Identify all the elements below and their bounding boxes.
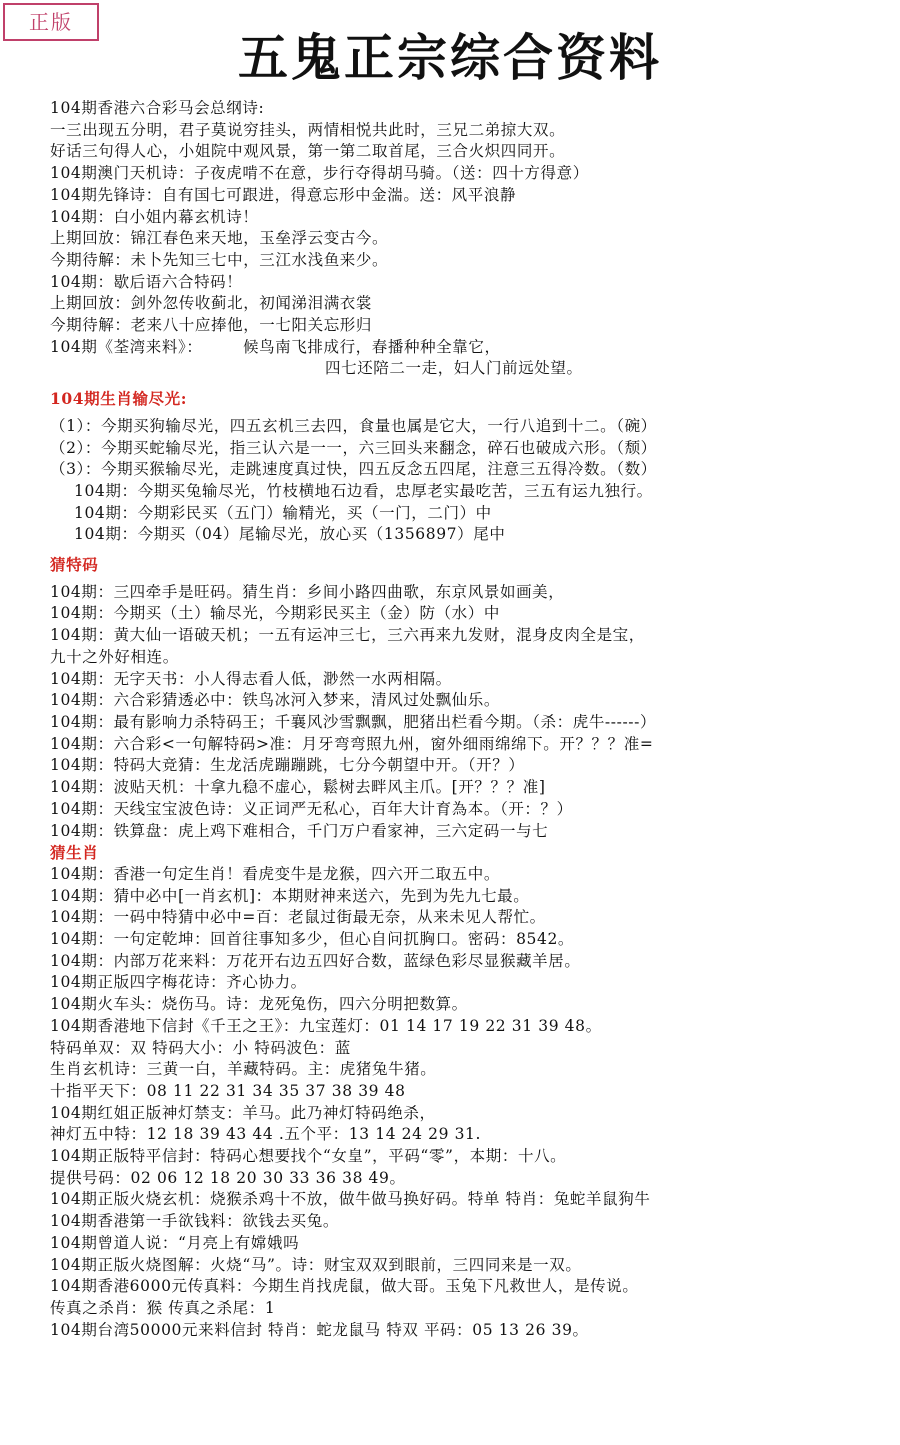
text-line: 104期：六合彩猜透必中：铁鸟冰河入梦来，清风过处飘仙乐。	[50, 691, 500, 710]
text-line: 104期：香港一句定生肖！看虎变牛是龙猴，四六开二取五中。	[50, 864, 500, 883]
poem-continuation-line: 四七还陪二一走，妇人门前远处望。	[325, 359, 583, 378]
text-line: 今期待解：未卜先知三七中，三江水浅鱼来少。	[50, 250, 389, 269]
zodiac-lose-list	[50, 416, 900, 481]
text-line: 特码单双：双 特码大小：小 特码波色：蓝	[50, 1038, 351, 1057]
text-line: 104期：猜中必中[一肖玄机]：本期财神来送六，先到为先九七最。	[50, 886, 530, 905]
text-line: 104期：天线宝宝波色诗：义正词严无私心，百年大计育為本。（开：？）	[50, 799, 573, 818]
text-line: 104期：波贴天机：十拿九稳不虚心，鬆树去畔风主爪。[开？？？准]	[50, 778, 546, 797]
text-line: 104期：六合彩<一句解特码>准：月牙弯弯照九州，窗外细雨绵绵下。开？？？准=	[50, 734, 654, 753]
text-line: 104期：今期买兔输尽光，竹枝横地石边看，忠厚老实最吃苦，三五有运九独行。	[74, 481, 653, 500]
text-line: 好话三句得人心，小姐院中观风景，第一第二取首尾，三合火炽四同开。	[50, 142, 566, 161]
text-line: 104期：歇后语六合特码！	[50, 272, 243, 291]
text-line: 十指平天下：08 11 22 31 34 35 37 38 39 48	[50, 1081, 406, 1100]
text-line: 104期先锋诗：自有国七可跟进，得意忘形中金湍。送：风平浪静	[50, 185, 517, 204]
text-line: 104期：黄大仙一语破天机；一五有运冲三七，三六再来九发财，混身皮肉全是宝，	[50, 626, 645, 645]
text-line: 104期正版特平信封：特码心想要找个“女皇”，平码“零”，本期：十八。	[50, 1147, 567, 1166]
text-line: 104期：特码大竞猜：生龙活虎蹦蹦跳，七分今朝望中开。（开？）	[50, 756, 525, 775]
text-line: 104期：一句定乾坤：回首往事知多少，但心自问扤胸口。密码：8542。	[50, 930, 575, 949]
text-line: 104期：今期买（土）输尽光，今期彩民买主（金）防（水）中	[50, 604, 500, 623]
text-line: 神灯五中特：12 18 39 43 44 .五个平：13 14 24 29 31.	[50, 1125, 482, 1144]
text-line: 104期正版四字梅花诗：齐心协力。	[50, 973, 307, 992]
page-title: 五鬼正宗综合资料	[238, 29, 662, 87]
text-line: 104期台湾50000元来料信封 特肖：蛇龙鼠马 特双 平码：05 13 26 39。	[50, 1320, 589, 1339]
text-line: 104期：三四牵手是旺码。猜生肖：乡间小路四曲歌，东京风景如画美，	[50, 582, 565, 601]
text-line: 104期曾道人说：“月亮上有嫦娥吗	[50, 1233, 300, 1252]
text-line: 传真之杀肖：猴 传真之杀尾：1	[50, 1298, 276, 1317]
text-line: 提供号码：02 06 12 18 20 30 33 36 38 49。	[50, 1168, 406, 1187]
text-line: 104期：一码中特猜中必中=百：老鼠过街最无奈，从来未见人帮忙。	[50, 908, 546, 927]
text-line: 104期：白小姐内幕玄机诗！	[50, 207, 259, 226]
section-heading-zodiac-lose: 104期生肖输尽光:	[50, 389, 188, 409]
section-heading-guess-zodiac: 猜生肖	[50, 843, 99, 863]
text-line: 104期火车头：烧伤马。诗：龙死兔伤，四六分明把数算。	[50, 995, 468, 1014]
text-line: 上期回放：锦江春色来天地，玉垒浮云变古今。	[50, 229, 389, 248]
text-line: 104期：今期买（04）尾输尽光，放心买（1356897）尾中	[74, 525, 506, 544]
text-line: 104期：最有影响力杀特码王；千襄风沙雪飘飘，肥猪出栏看今期。（杀：虎牛------）	[50, 712, 657, 731]
text-line: （3）：今期买猴输尽光，走跳速度真过快，四五反念五四尾，注意三五得冷数。（数）	[50, 460, 657, 479]
text-line: 一三出现五分明，君子莫说穷挂头，两情相悦共此时，三兄二弟掠大双。	[50, 120, 566, 139]
text-line: 104期香港地下信封《千王之王》：九宝莲灯：01 14 17 19 22 31 39 48。	[50, 1016, 602, 1035]
text-line: 104期：今期彩民买（五门）输精光，买（一门，二门）中	[74, 503, 492, 522]
section-heading-guess-special: 猜特码	[50, 555, 99, 575]
text-line: 104期红姐正版神灯禁支：羊马。此乃神灯特码绝杀，	[50, 1103, 436, 1122]
text-line: （2）：今期买蛇输尽光，指三认六是一一，六三回头来翻念，碎石也破成六形。（颓）	[50, 438, 657, 457]
text-line: 生肖玄机诗：三黄一白，羊藏特码。主：虎猪兔牛猪。	[50, 1060, 437, 1079]
text-line: 104期香港第一手欲钱料：欲钱去买兔。	[50, 1212, 339, 1231]
text-line: 104期香港6000元传真料：今期生肖找虎鼠，做大哥。玉兔下凡救世人，是传说。	[50, 1277, 639, 1296]
text-line: 104期香港六合彩马会总纲诗:	[50, 99, 265, 117]
text-line: 今期待解：老来八十应捧他，一七阳关忘形归	[50, 316, 373, 335]
text-line: 104期澳门天机诗：子夜虎啃不在意，步行夺得胡马骑。（送：四十方得意）	[50, 164, 589, 183]
edition-badge: 正版	[3, 3, 99, 41]
general-poems-section	[50, 98, 900, 358]
text-line: （1）：今期买狗输尽光，四五玄机三去四，食量也属是它大，一行八追到十二。（碗）	[50, 416, 657, 435]
text-line: 上期回放：剑外忽传收蓟北，初闻涕泪满衣裳	[50, 294, 373, 313]
text-line: 104期正版火烧图解：火烧“马”。诗：财宝双双到眼前，三四同来是一双。	[50, 1255, 582, 1274]
text-line: 104期：内部万花来料：万花开右边五四好合数，蓝绿色彩尽显猴藏羊居。	[50, 951, 581, 970]
text-line: 104期《荃湾来料》： 候鸟南飞排成行，春播种种全靠它，	[50, 337, 501, 356]
text-line: 104期：无字天书：小人得志看人低，渺然一水两相隔。	[50, 669, 452, 688]
text-line: 104期正版火烧玄机：烧猴杀鸡十不放，做牛做马换好码。特单 特肖：兔蛇羊鼠狗牛	[50, 1190, 651, 1209]
text-line: 104期：铁算盘：虎上鸡下难相合，千门万户看家神，三六定码一与七	[50, 821, 549, 840]
guess-zodiac-list	[50, 864, 900, 1341]
document-body	[50, 98, 900, 1341]
guess-special-list	[50, 582, 900, 842]
zodiac-lose-extra-list	[50, 481, 900, 546]
text-line: 九十之外好相连。	[50, 647, 179, 666]
